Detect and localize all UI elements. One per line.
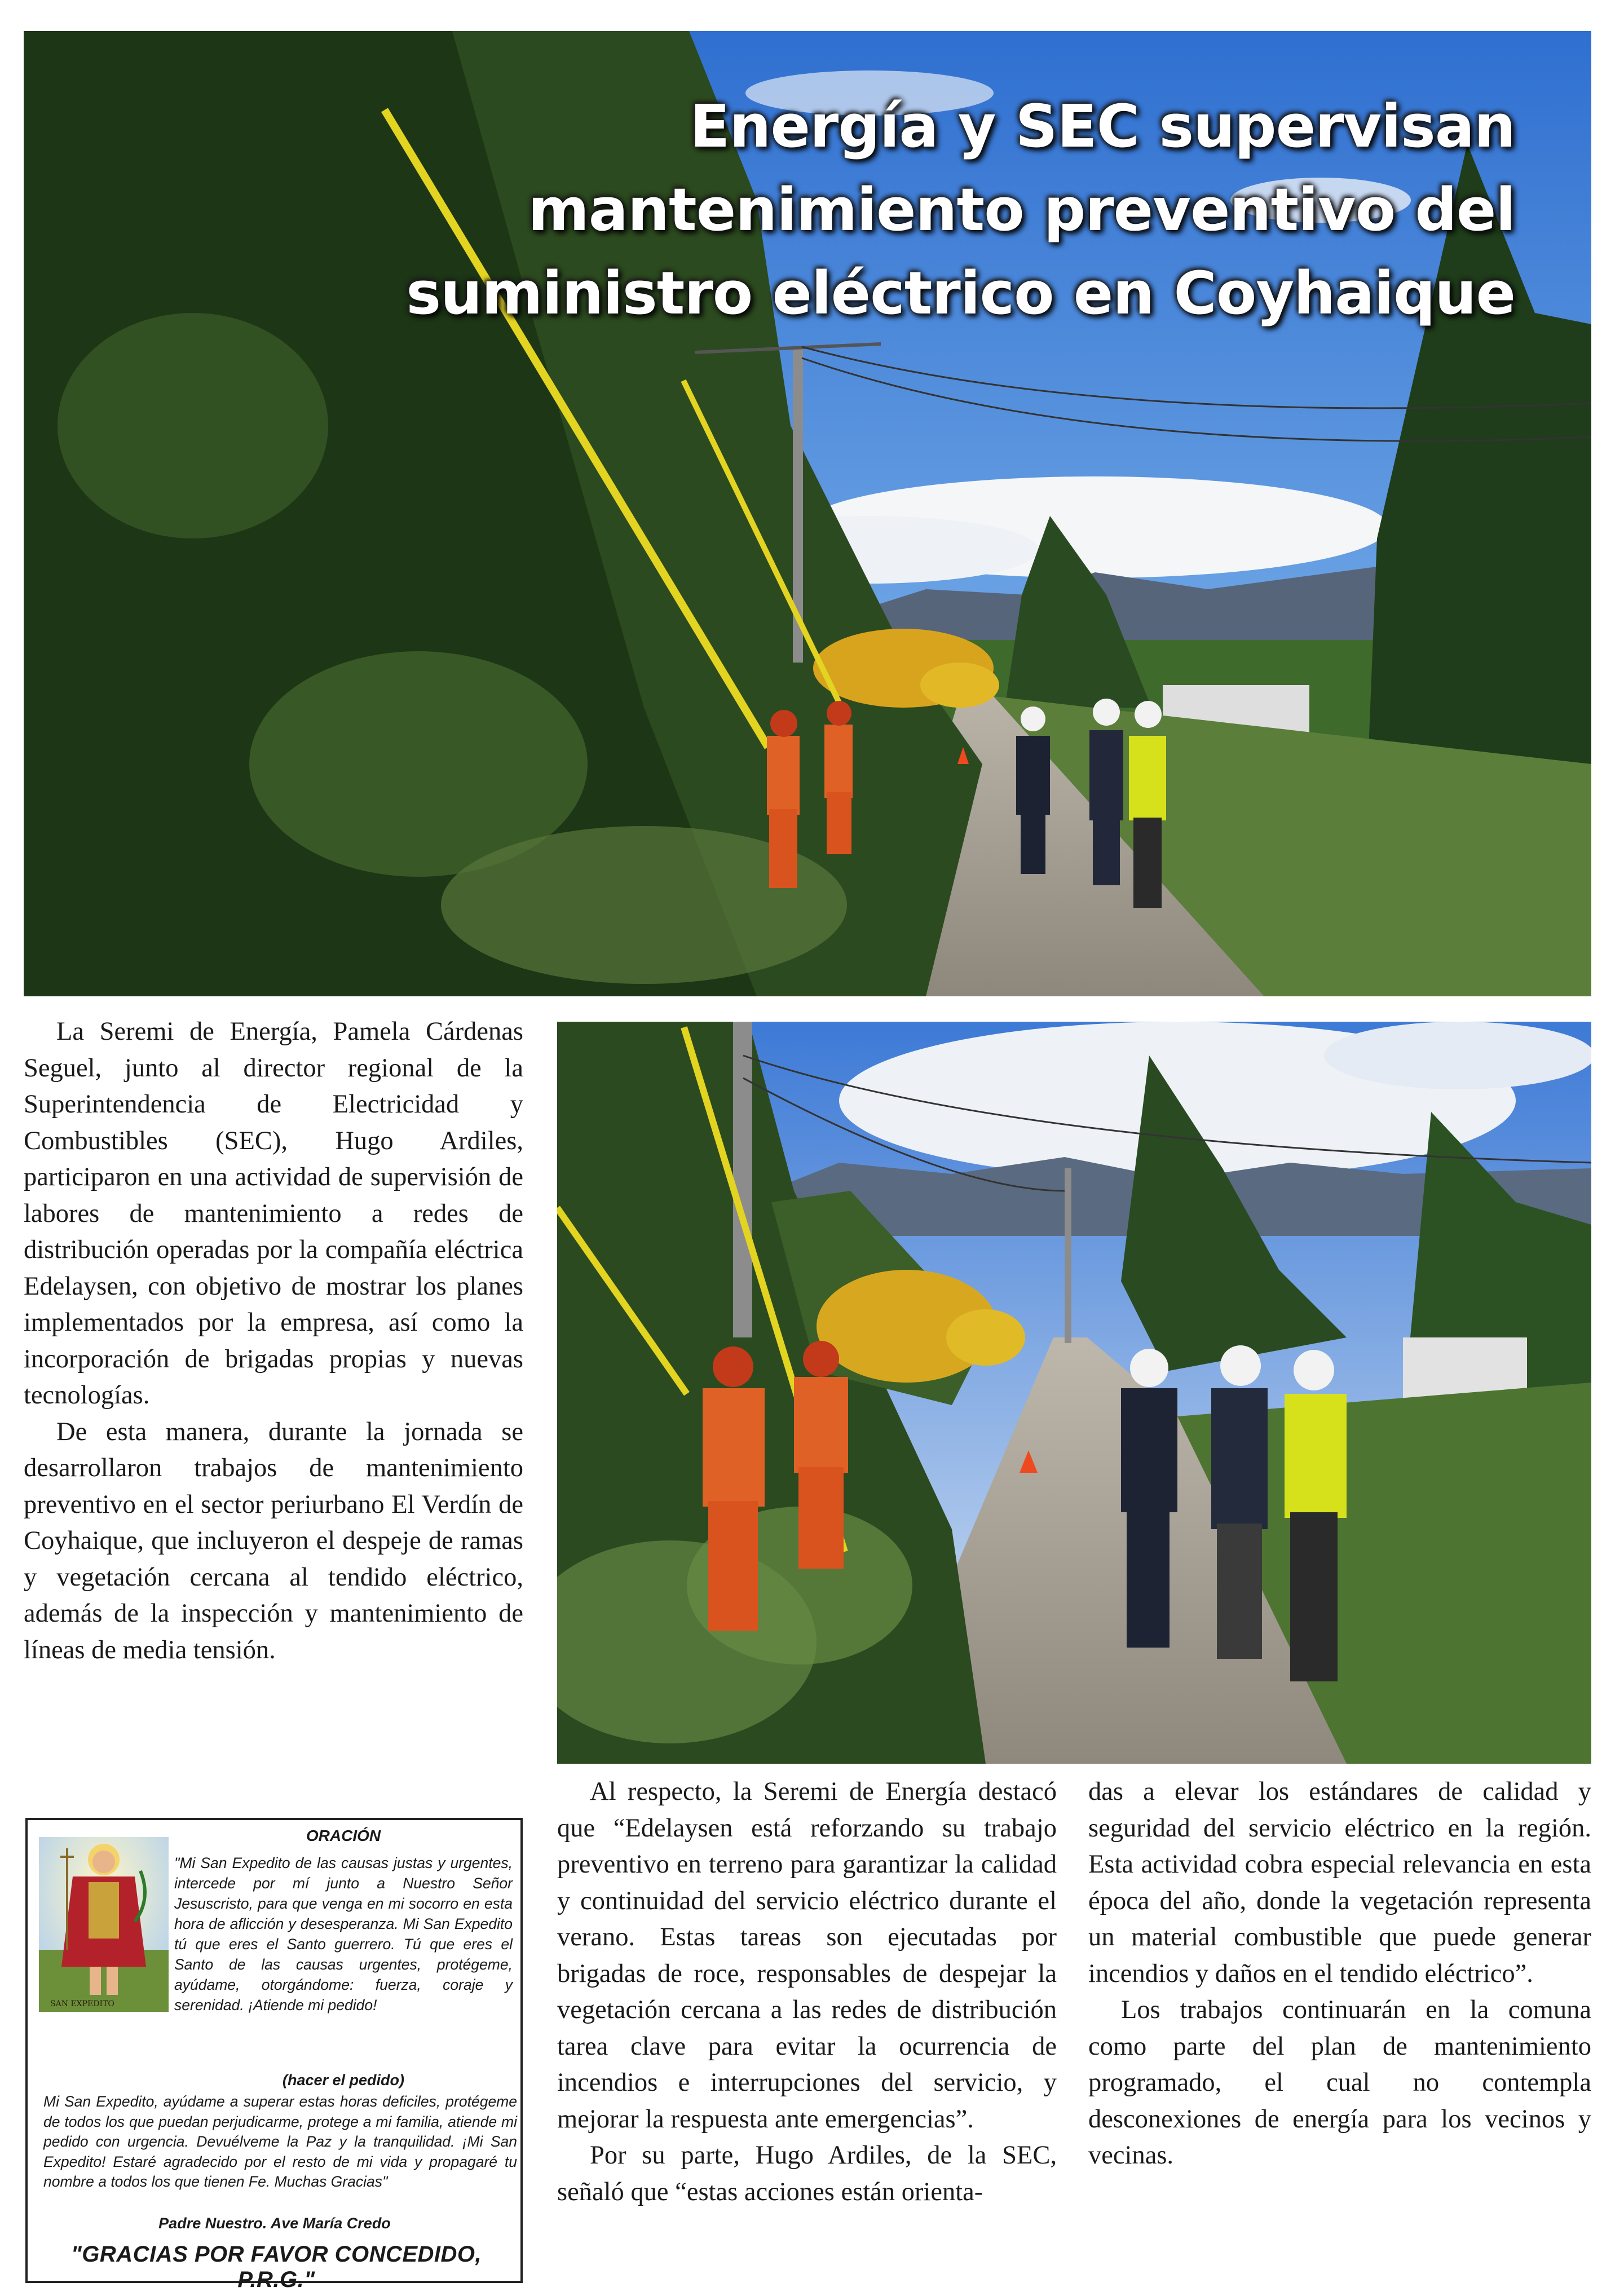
headline-line-2: mantenimiento preventivo del	[528, 175, 1515, 244]
article-paragraph-3: Al respecto, la Seremi de Energía destacó que “Edelaysen está reforzando su trabajo preventivo en terreno para garantizar la calidad y continuidad del servicio eléctrico durante el verano. Estas tareas son ejecutadas por brigadas de roce, responsables de despejar la vegetación cercana a las redes de distribución tarea clave para evitar la ocurrencia de incendios e interrupciones del servicio, y mejorar la respuesta ante emergencias”.	[557, 1777, 1057, 2134]
saint-image	[39, 1837, 169, 2012]
prayer-text-2: Mi San Expedito, ayúdame a superar estas horas deficiles, protégeme de todos los que puedan perjudicarme, protege a mi familia, atiende mi pedido con urgencia. Devuélveme la Paz y la tranquilidad. ¡Mi San Expedito! Estaré agradecido por el resto de mi vida y propagaré tu nombre a todos los que tienen Fe. Muchas Gracias"	[43, 2093, 517, 2190]
secondary-photo-illustration	[557, 1022, 1591, 1764]
prayer-creed: Padre Nuestro. Ave María Credo	[158, 2215, 391, 2232]
prayer-box	[25, 1818, 523, 2292]
article-paragraph-2: De esta manera, durante la jornada se desarrollaron trabajos de mantenimiento preventivo en el sector periurbano El Verdín de Coyhaique, que incluyeron el despeje de ramas y vegetación cercana al tendido eléctrico, además de la inspección y mantenimiento de líneas de media tensión.	[24, 1417, 523, 1664]
saint-expedito-illustration	[39, 1837, 169, 2012]
article-paragraph-4: Por su parte, Hugo Ardiles, de la SEC, señaló que “estas acciones están orienta-	[557, 2141, 1057, 2206]
saint-caption: SAN EXPEDITO	[50, 1999, 114, 2008]
headline	[406, 85, 1515, 335]
headline-line-1: Energía y SEC supervisan	[690, 92, 1515, 161]
article-column-2	[557, 1774, 1057, 2210]
prayer-title: ORACIÓN	[306, 1827, 381, 1844]
prayer-text-1: "Mi San Expedito de las causas justas y urgentes, intercede por mí junto a Nuestro Señor Jesuscristo, para que venga en mi socorro en esta hora de aflicción y desesperanza. Mi San Expedito tú que eres el Santo guerrero. Tú que eres el Santo de las causas urgentes, protégeme, ayúdame, otorgándome: fuerza, coraje y serenidad. ¡Atiende mi pedido!	[174, 1855, 513, 2014]
article-column-1	[24, 1014, 523, 1668]
headline-line-3: suministro eléctrico en Coyhaique	[406, 259, 1515, 328]
article-paragraph-5: das a elevar los estándares de calidad y seguridad del servicio eléctrico en la región. Esta actividad cobra especial relevancia en esta época del año, donde la vegetación representa un material combustible que puede generar incendios y daños en el tendido eléctrico”.	[1088, 1777, 1591, 1988]
secondary-photo	[557, 1022, 1591, 1764]
article-paragraph-6: Los trabajos continuarán en la comuna como parte del plan de mantenimiento programado, el cual no contempla desconexiones de energía para los vecinos y vecinas.	[1088, 1995, 1591, 2170]
prayer-thanks: "GRACIAS POR FAVOR CONCEDIDO, P.R.G."	[70, 2242, 482, 2292]
hero-photo	[24, 31, 1591, 996]
article-column-3	[1088, 1774, 1591, 2174]
prayer-request: (hacer el pedido)	[282, 2072, 405, 2089]
article-paragraph-1: La Seremi de Energía, Pamela Cárdenas Seguel, junto al director regional de la Superintendencia de Electricidad y Combustibles (SEC), Hugo Ardiles, participaron en una actividad de supervisión de labores de mantenimiento a redes de distribución operadas por la compañía eléctrica Edelaysen, con objetivo de mostrar los planes implementados por la empresa, así como la incorporación de brigadas propias y nuevas tecnologías.	[24, 1017, 523, 1410]
